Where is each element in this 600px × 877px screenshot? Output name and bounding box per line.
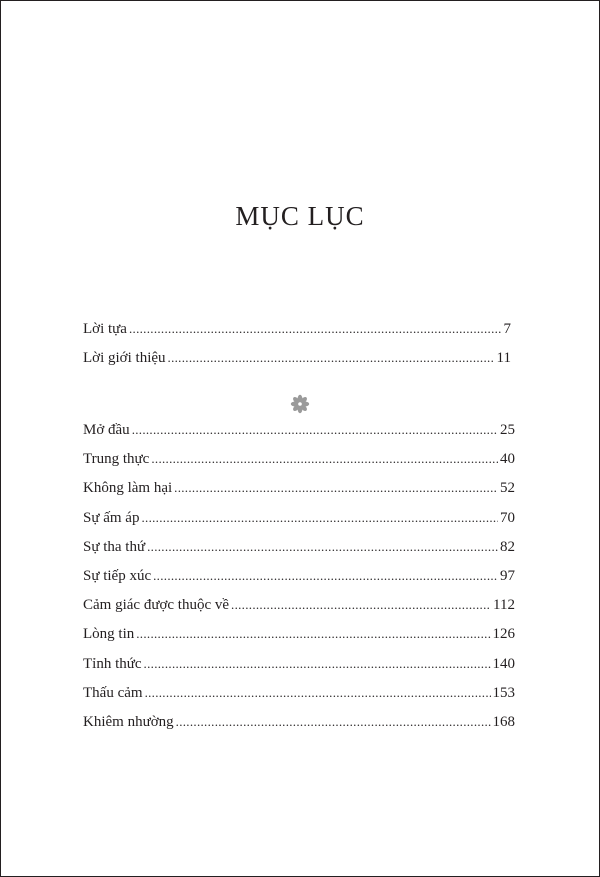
toc-entry-label: Khiêm nhường xyxy=(83,713,174,730)
toc-entry-label: Trung thực xyxy=(83,451,150,468)
toc-entry-page: 52 xyxy=(500,480,515,497)
toc-leader-dots xyxy=(153,568,498,585)
toc-leader-dots xyxy=(147,539,498,556)
toc-leader-dots xyxy=(144,656,491,673)
toc-leader-dots xyxy=(132,422,498,439)
flower-ornament-icon xyxy=(290,394,310,414)
toc-leader-dots xyxy=(145,685,491,702)
toc-entry[interactable] xyxy=(83,451,515,480)
toc-entry-page: 97 xyxy=(500,567,515,584)
toc-entry[interactable] xyxy=(83,422,515,451)
toc-entry[interactable] xyxy=(83,626,515,655)
toc-leader-dots xyxy=(168,350,495,367)
toc-front-matter xyxy=(83,321,511,379)
toc-entry-page: 168 xyxy=(492,713,515,730)
toc-entry-label: Lời giới thiệu xyxy=(83,350,166,367)
toc-entry-page: 40 xyxy=(500,451,515,468)
toc-entry[interactable] xyxy=(83,480,515,509)
toc-entry-page: 11 xyxy=(496,350,511,367)
toc-entry-label: Cảm giác được thuộc về xyxy=(83,597,230,614)
toc-entry-page: 25 xyxy=(500,422,515,438)
toc-entry-label: Sự tha thứ xyxy=(83,538,146,555)
toc-entry-label: Lòng tin xyxy=(83,626,135,643)
toc-entry-page: 126 xyxy=(492,626,515,643)
toc-leader-dots xyxy=(174,480,498,497)
page-title: MỤC LỤC xyxy=(235,201,365,231)
toc-entry-page: 82 xyxy=(500,538,515,555)
toc-entry-label: Không làm hại xyxy=(83,480,173,497)
toc-leader-dots xyxy=(151,451,498,468)
toc-chapters xyxy=(83,422,515,743)
toc-entry-page: 7 xyxy=(503,321,511,337)
toc-entry-label: Sự tiếp xúc xyxy=(83,567,152,584)
toc-leader-dots xyxy=(141,510,498,527)
toc-entry[interactable] xyxy=(83,321,511,350)
toc-entry-page: 112 xyxy=(493,597,515,614)
toc-leader-dots xyxy=(176,714,491,731)
toc-entry[interactable] xyxy=(83,597,515,626)
toc-entry-label: Thấu cảm xyxy=(83,684,143,701)
toc-entry[interactable] xyxy=(83,714,515,743)
toc-leader-dots xyxy=(129,321,502,338)
toc-entry[interactable] xyxy=(83,350,511,379)
toc-entry-page: 153 xyxy=(492,684,515,701)
toc-entry[interactable] xyxy=(83,568,515,597)
toc-entry-label: Mở đầu xyxy=(83,422,130,438)
toc-entry[interactable] xyxy=(83,510,515,539)
toc-entry[interactable] xyxy=(83,656,515,685)
toc-entry-label: Sự ấm áp xyxy=(83,509,140,526)
toc-entry-page: 140 xyxy=(492,655,515,672)
toc-entry-label: Tỉnh thức xyxy=(83,655,142,672)
toc-entry-page: 70 xyxy=(500,509,515,526)
toc-entry[interactable] xyxy=(83,685,515,714)
toc-leader-dots xyxy=(136,626,490,643)
toc-entry[interactable] xyxy=(83,539,515,568)
toc-entry-label: Lời tựa xyxy=(83,321,127,337)
toc-leader-dots xyxy=(231,597,491,614)
